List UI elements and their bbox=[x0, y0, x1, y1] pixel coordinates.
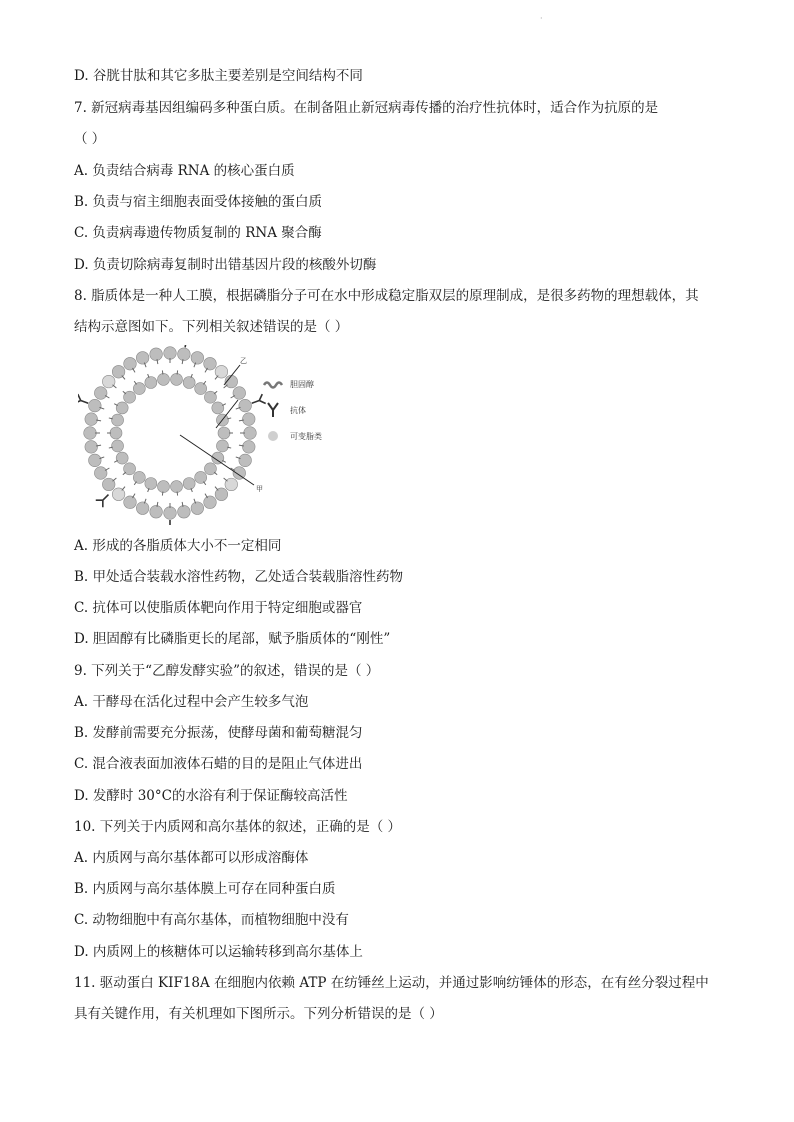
outer-head bbox=[215, 488, 228, 501]
outer-head bbox=[191, 502, 204, 515]
outer-head bbox=[94, 387, 107, 400]
inner-head bbox=[183, 477, 195, 489]
q10-stem: 10. 下列关于内质网和高尔基体的叙述，正确的是（ ） bbox=[74, 819, 402, 835]
q8-stem-line2: 结构示意图如下。下列相关叙述错误的是（ ） bbox=[74, 319, 349, 335]
outer-head bbox=[85, 441, 98, 454]
outer-head bbox=[233, 467, 246, 480]
inner-head bbox=[171, 373, 183, 385]
q10-option-a: A. 内质网与高尔基体都可以形成溶酶体 bbox=[74, 850, 309, 866]
outer-head bbox=[94, 467, 107, 480]
outer-head bbox=[204, 357, 217, 370]
outer-head bbox=[124, 357, 137, 370]
antibody-icon bbox=[182, 345, 192, 347]
label-yi: 乙 bbox=[240, 357, 247, 365]
outer-head bbox=[233, 387, 246, 400]
inner-head bbox=[218, 427, 230, 439]
outer-head bbox=[89, 454, 102, 467]
q9-stem: 9. 下列关于“乙醇发酵实验”的叙述，错误的是（ ） bbox=[74, 663, 380, 679]
q7-stem: 7. 新冠病毒基因组编码多种蛋白质。在制备阻止新冠病毒传播的治疗性抗体时，适合作为抗原的是 bbox=[74, 100, 659, 116]
header-mark: · bbox=[540, 14, 543, 23]
outer-head bbox=[225, 478, 238, 491]
outer-head bbox=[178, 505, 191, 518]
q7-option-d: D. 负责切除病毒复制时出错基因片段的核酸外切酶 bbox=[74, 257, 377, 273]
antibody-icon bbox=[78, 394, 88, 403]
q10-option-c: C. 动物细胞中有高尔基体，而植物细胞中没有 bbox=[74, 912, 349, 928]
outer-head bbox=[102, 375, 115, 388]
legend-antibody: 抗体 bbox=[290, 406, 306, 415]
outer-head bbox=[84, 427, 97, 440]
inner-head bbox=[112, 440, 124, 452]
q10-option-b: B. 内质网与高尔基体膜上可存在同种蛋白质 bbox=[74, 881, 336, 897]
inner-head bbox=[133, 383, 145, 395]
outer-head bbox=[239, 454, 252, 467]
q8-option-a: A. 形成的各脂质体大小不一定相同 bbox=[74, 538, 282, 554]
cholesterol-icon bbox=[264, 383, 282, 388]
outer-head bbox=[164, 507, 177, 520]
q9-option-a: A. 干酵母在活化过程中会产生较多气泡 bbox=[74, 694, 309, 710]
q9-option-d: D. 发酵时 30°C的水浴有利于保证酶较高活性 bbox=[74, 788, 348, 804]
outer-head bbox=[85, 413, 98, 426]
outer-head bbox=[215, 365, 228, 378]
q9-option-b: B. 发酵前需要充分振荡，使酵母菌和葡萄糖混匀 bbox=[74, 725, 363, 741]
outer-head bbox=[191, 352, 204, 365]
outer-head bbox=[204, 496, 217, 509]
q8-option-c: C. 抗体可以使脂质体靶向作用于特定细胞或器官 bbox=[74, 600, 363, 616]
inner-head bbox=[145, 377, 157, 389]
outer-head bbox=[244, 427, 257, 440]
outer-head bbox=[112, 365, 125, 378]
outer-head bbox=[102, 478, 115, 491]
outer-head bbox=[239, 399, 252, 412]
inner-head bbox=[116, 402, 128, 414]
inner-head bbox=[116, 452, 128, 464]
q7-option-c: C. 负责病毒遗传物质复制的 RNA 聚合酶 bbox=[74, 225, 322, 241]
antibody-legend-icon bbox=[268, 403, 278, 417]
inner-head bbox=[112, 414, 124, 426]
outer-head bbox=[242, 441, 255, 454]
outer-head bbox=[178, 348, 191, 361]
inner-head bbox=[157, 373, 169, 385]
outer-head bbox=[112, 488, 125, 501]
outer-head bbox=[242, 413, 255, 426]
inner-head bbox=[110, 427, 122, 439]
inner-head bbox=[145, 477, 157, 489]
q8-option-b: B. 甲处适合装载水溶性药物，乙处适合装载脂溶性药物 bbox=[74, 569, 404, 585]
q8-option-d: D. 胆固醇有比磷脂更长的尾部，赋予脂质体的“刚性” bbox=[74, 631, 391, 647]
inner-head bbox=[133, 471, 145, 483]
inner-head bbox=[183, 377, 195, 389]
outer-head bbox=[150, 505, 163, 518]
legend-variable-lipid: 可变脂类 bbox=[290, 432, 322, 441]
outer-head bbox=[89, 399, 102, 412]
label-jia: 甲 bbox=[256, 485, 263, 493]
q7-option-a: A. 负责结合病毒 RNA 的核心蛋白质 bbox=[74, 163, 295, 179]
inner-head bbox=[216, 440, 228, 452]
antibody-icon bbox=[96, 495, 109, 508]
legend-cholesterol: 胆固醇 bbox=[290, 380, 314, 389]
legend bbox=[264, 379, 322, 441]
inner-phospholipid-heads bbox=[110, 373, 230, 492]
inner-head bbox=[195, 383, 207, 395]
inner-head bbox=[171, 481, 183, 493]
liposome-diagram bbox=[78, 345, 408, 525]
q11-stem-line1: 11. 驱动蛋白 KIF18A 在细胞内依赖 ATP 在纺锤丝上运动，并通过影响纺锤体的形态，在有丝分裂过程中 bbox=[74, 975, 709, 991]
outer-head bbox=[164, 347, 177, 360]
antibody-icon bbox=[252, 394, 266, 403]
q8-stem-line1: 8. 脂质体是一种人工膜，根据磷脂分子可在水中形成稳定脂双层的原理制成，是很多药物的理想载体，其 bbox=[74, 288, 699, 304]
inner-head bbox=[212, 402, 224, 414]
q10-option-d: D. 内质网上的核糖体可以运输转移到高尔基体上 bbox=[74, 944, 363, 960]
outer-head bbox=[124, 496, 137, 509]
inner-head bbox=[157, 481, 169, 493]
q7-blank: （ ） bbox=[74, 131, 106, 147]
q9-option-c: C. 混合液表面加液体石蜡的目的是阻止气体进出 bbox=[74, 756, 363, 772]
q7-option-b: B. 负责与宿主细胞表面受体接触的蛋白质 bbox=[74, 194, 323, 210]
antibodies bbox=[78, 345, 266, 525]
inner-head bbox=[195, 471, 207, 483]
antibody-icon bbox=[165, 520, 175, 525]
variable-lipid-icon bbox=[268, 431, 278, 441]
outer-head bbox=[136, 502, 149, 515]
outer-head bbox=[136, 352, 149, 365]
q11-stem-line2: 具有关键作用，有关机理如下图所示。下列分析错误的是（ ） bbox=[74, 1006, 443, 1022]
outer-head bbox=[150, 348, 163, 361]
q6-option-d: D. 谷胱甘肽和其它多肽主要差别是空间结构不同 bbox=[74, 68, 363, 84]
